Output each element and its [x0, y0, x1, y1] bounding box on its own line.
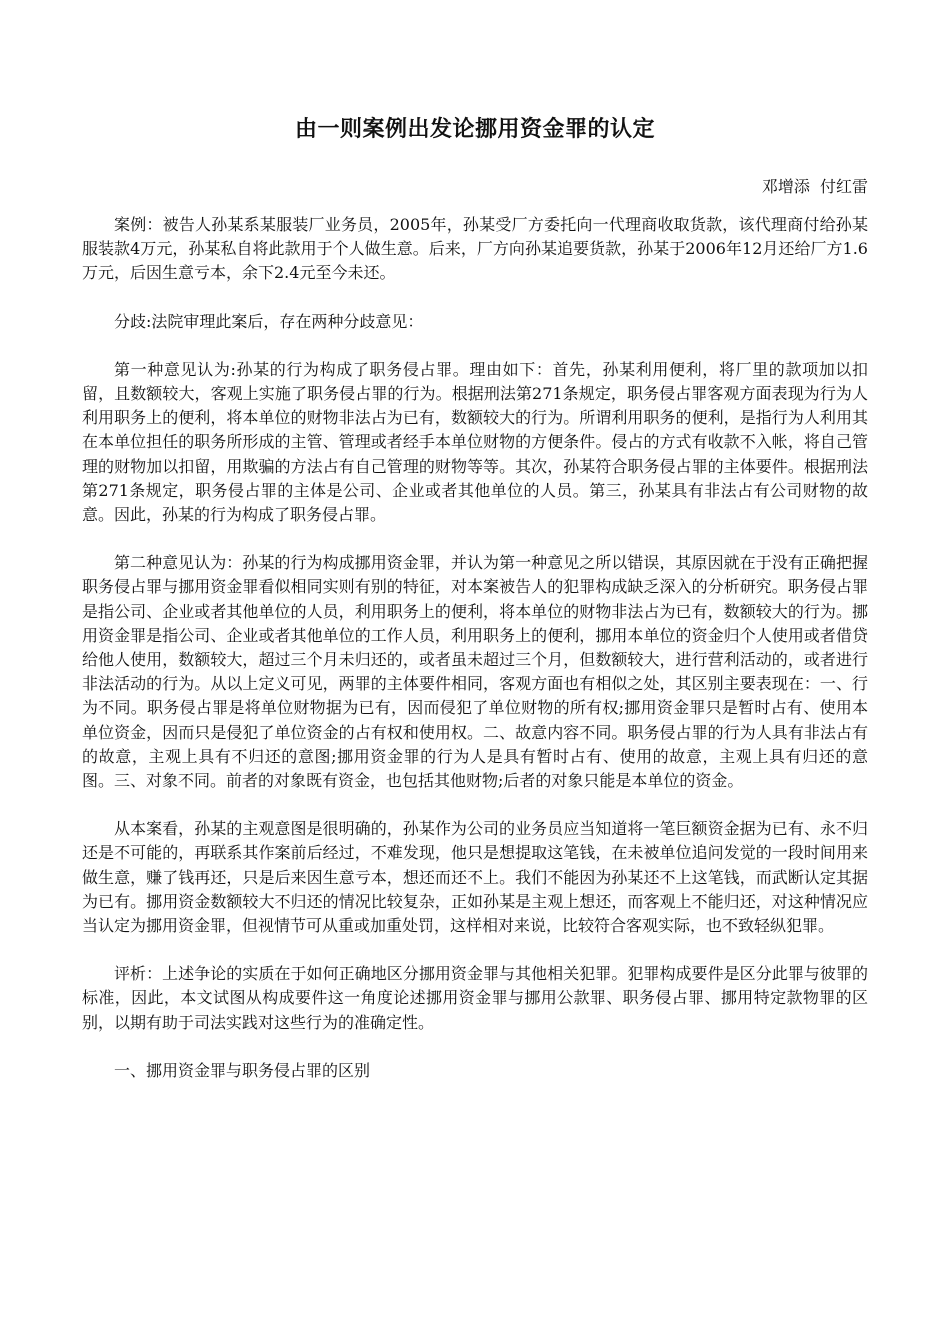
section-heading-one: 一、挪用资金罪与职务侵占罪的区别: [114, 1060, 371, 1080]
paragraph-opinion-two: 第二种意见认为：孙某的行为构成挪用资金罪，并认为第一种意见之所以错误，其原因就在于没有正确把握职务侵占罪与挪用资金罪看似相同实则有别的特征，对本案被告人的犯罪构成缺乏深入的分析研究。职务侵占罪是指公司、企业或者其他单位的人员，利用职务上的便利，将本单位的财物非法占为已有，数额较大的行为。挪用资金罪是指公司、企业或者其他单位的工作人员，利用职务上的便利，挪用本单位的资金归个人使用或者借贷给他人使用，数额较大，超过三个月未归还的，或者虽未超过三个月，但数额较大，进行营利活动的，或者进行非法活动的行为。从以上定义可见，两罪的主体要件相同，客观方面也有相似之处，其区别主要表现在：一、行为不同。职务侵占罪是将单位财物据为已有，因而侵犯了单位财物的所有权;挪用资金罪只是暂时占有、使用本单位资金，因而只是侵犯了单位资金的占有权和使用权。二、故意内容不同。职务侵占罪的行为人具有非法占有的故意，主观上具有不归还的意图;挪用资金罪的行为人是具有暂时占有、使用的故意，主观上具有归还的意图。三、对象不同。前者的对象既有资金，也包括其他财物;后者的对象只能是本单位的资金。: [82, 553, 868, 791]
paragraph-analysis: 从本案看，孙某的主观意图是很明确的，孙某作为公司的业务员应当知道将一笔巨额资金据为已有、永不归还是不可能的，再联系其作案前后经过，不难发现，他只是想提取这笔钱，在未被单位追问发觉的一段时间用来做生意，赚了钱再还，只是后来因生意亏本，想还而还不上。我们不能因为孙某还不上这笔钱，而武断认定其据为已有。挪用资金数额较大不归还的情况比较复杂，正如孙某是主观上想还，而客观上不能归还，对这种情况应当认定为挪用资金罪，但视情节可从重或加重处罚，这样相对来说，比较符合客观实际，也不致轻纵犯罪。: [82, 819, 868, 936]
document-title: 由一则案例出发论挪用资金罪的认定: [294, 117, 655, 142]
paragraph-case: 案例：被告人孙某系某服装厂业务员，2005年，孙某受厂方委托向一代理商收取货款，该代理商付给孙某服装款4万元，孙某私自将此款用于个人做生意。后来，厂方向孙某追要货款，孙某于2006年12月还给厂方1.6万元，后因生意亏本，余下2.4元至今未还。: [82, 215, 868, 283]
document-body: [82, 213, 868, 1107]
paragraph-opinion-one: 第一种意见认为:孙某的行为构成了职务侵占罪。理由如下：首先，孙某利用便利，将厂里的款项加以扣留，且数额较大，客观上实施了职务侵占罪的行为。根据刑法第271条规定，职务侵占罪客观方面表现为行为人利用职务上的便利，将本单位的财物非法占为已有，数额较大的行为。所谓利用职务的便利，是指行为人利用其在本单位担任的职务所形成的主管、管理或者经手本单位财物的方便条件。侵占的方式有收款不入帐，将自己管理的财物加以扣留，用欺骗的方法占有自己管理的财物等等。其次，孙某符合职务侵占罪的主体要件。根据刑法第271条规定，职务侵占罪的主体是公司、企业或者其他单位的人员。第三，孙某具有非法占有公司财物的故意。因此，孙某的行为构成了职务侵占罪。: [82, 359, 868, 525]
document-authors: 邓增添 付红雷: [761, 177, 868, 196]
paragraph-dispute: 分歧:法院审理此案后，存在两种分歧意见：: [114, 311, 424, 331]
paragraph-commentary: 评析：上述争论的实质在于如何正确地区分挪用资金罪与其他相关犯罪。犯罪构成要件是区分此罪与彼罪的标准，因此，本文试图从构成要件这一角度论述挪用资金罪与挪用公款罪、职务侵占罪、挪用特定款物罪的区别，以期有助于司法实践对这些行为的准确定性。: [82, 964, 868, 1032]
